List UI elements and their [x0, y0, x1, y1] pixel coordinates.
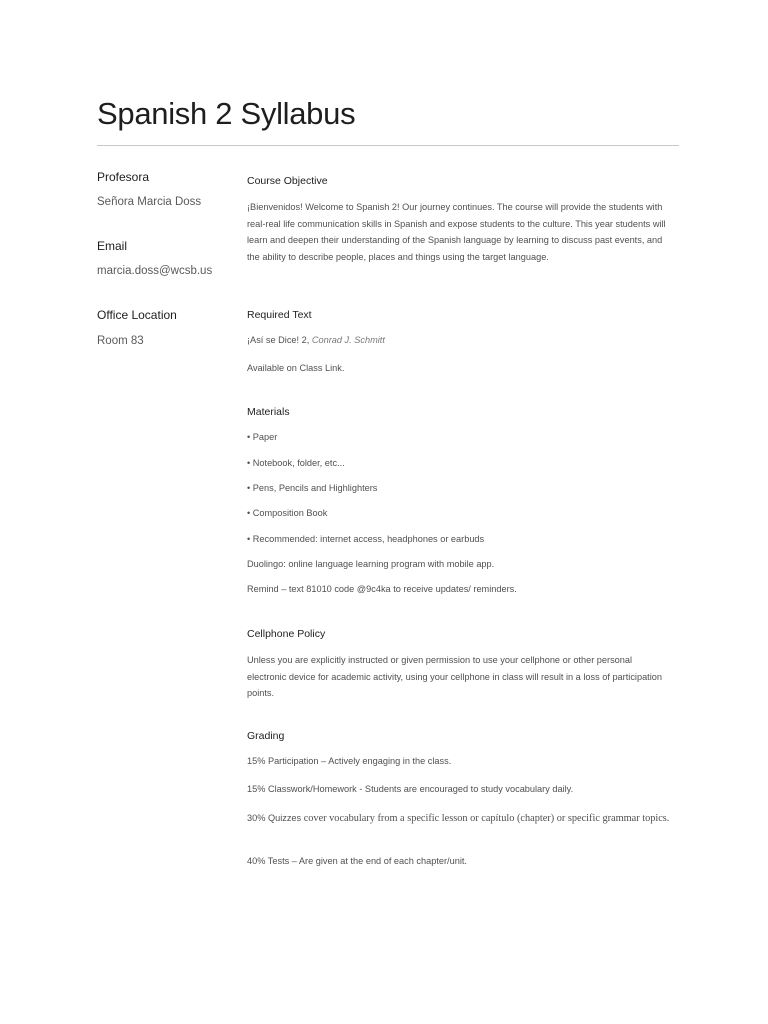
required-text-availability: Available on Class Link.: [247, 363, 345, 373]
office-location-label: Office Location: [97, 308, 177, 322]
book-author: Conrad J. Schmitt: [311, 335, 385, 345]
materials-item: • Paper: [247, 432, 278, 442]
course-objective-heading: Course Objective: [247, 175, 328, 187]
office-location-value: Room 83: [97, 335, 144, 347]
required-text-heading: Required Text: [247, 309, 312, 321]
title-divider: [97, 145, 679, 146]
materials-item: • Pens, Pencils and Highlighters: [247, 483, 378, 493]
page-title: Spanish 2 Syllabus: [97, 96, 356, 131]
required-text-book: [247, 335, 385, 345]
email-value: marcia.doss@wcsb.us: [97, 265, 213, 277]
cellphone-policy-text: Unless you are explicitly instructed or given permission to use your cellphone or other personal electronic device for academic activity, using your cellphone in class will result in a loss of participation points.: [247, 655, 662, 698]
email-label: Email: [97, 239, 128, 253]
grading-participation: 15% Participation – Actively engaging in the class.: [247, 756, 452, 766]
quizzes-label: 30% Quizzes: [247, 813, 302, 823]
duolingo-note: Duolingo: online language learning program with mobile app.: [247, 559, 495, 569]
quizzes-description: cover vocabulary from a specific lesson or capítulo (chapter) or specific grammar topics.: [303, 813, 670, 824]
grading-classwork: 15% Classwork/Homework - Students are encouraged to study vocabulary daily.: [247, 784, 574, 794]
book-title: ¡Así se Dice! 2,: [247, 335, 310, 345]
materials-item: • Notebook, folder, etc...: [247, 458, 345, 468]
cellphone-policy-heading: Cellphone Policy: [247, 628, 326, 640]
profesora-value: Señora Marcia Doss: [97, 196, 202, 208]
profesora-label: Profesora: [97, 170, 150, 184]
course-objective-text: ¡Bienvenidos! Welcome to Spanish 2! Our journey continues. The course will provide the students with real-real life communication skills in Spanish and expose students to the culture. This year students will learn and deepen their understanding of the Spanish language by learning to discuss past events, and the ability to describe people, places and things using the target language.: [247, 202, 666, 262]
grading-heading: Grading: [247, 730, 285, 742]
materials-heading: Materials: [247, 406, 290, 418]
materials-item: • Composition Book: [247, 508, 328, 518]
materials-item: • Recommended: internet access, headphones or earbuds: [247, 534, 485, 544]
remind-note: Remind – text 81010 code @9c4ka to receive updates/ reminders.: [247, 584, 517, 594]
grading-tests: 40% Tests – Are given at the end of each chapter/unit.: [247, 856, 467, 866]
grading-quizzes: [247, 811, 672, 827]
